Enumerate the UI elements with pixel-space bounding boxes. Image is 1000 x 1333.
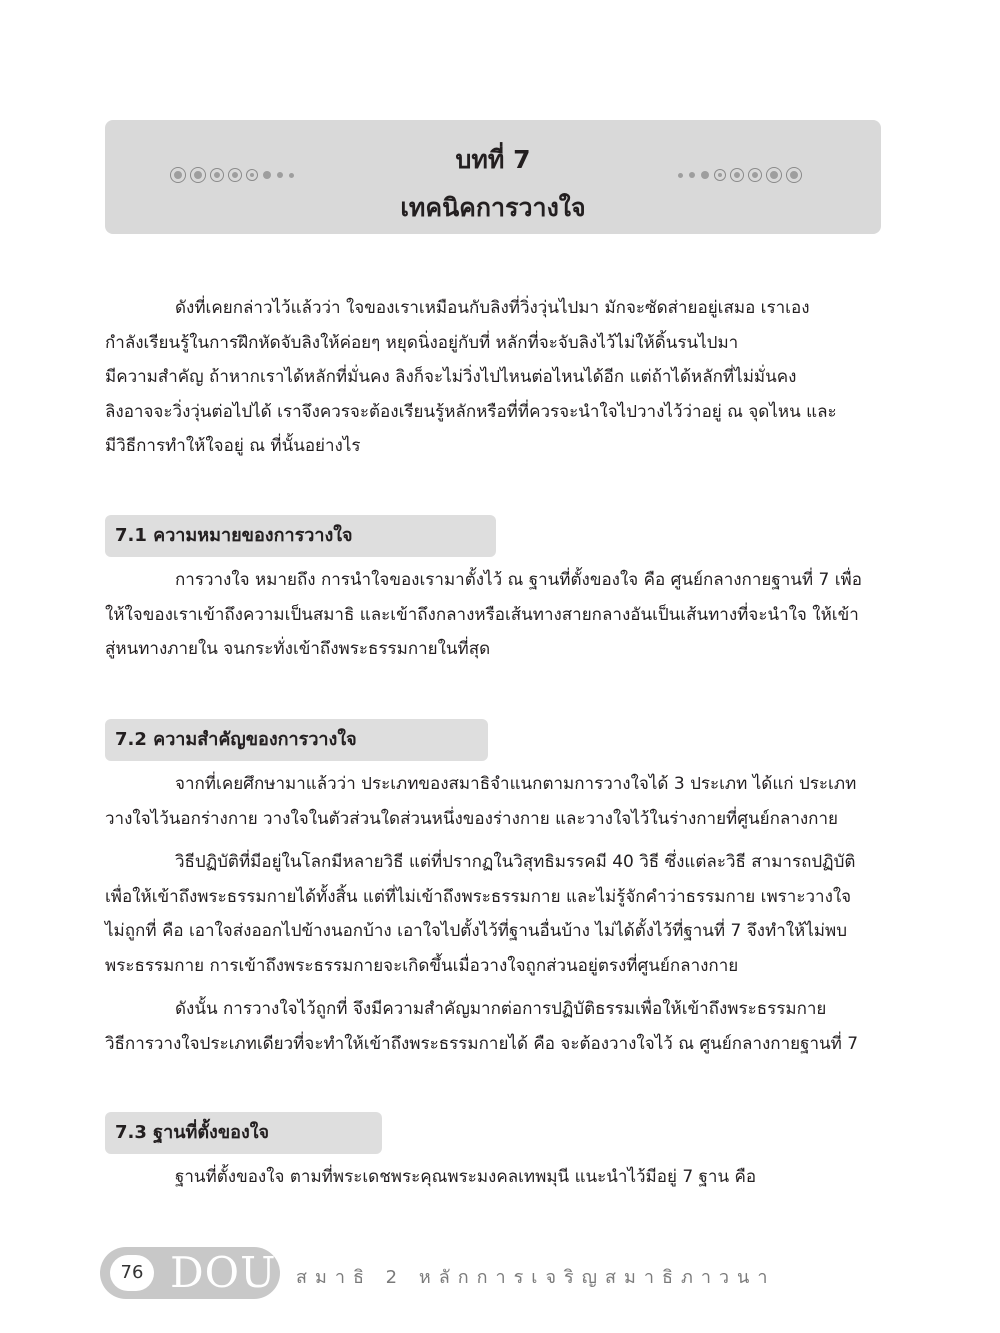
text-line: กำลังเรียนรู้ในการฝึกหัดจับลิงให้ค่อยๆ หยุดนิ่งอยู่กับที่ หลักที่จะจับลิงไว้ไม่ให้ดิ้นรนไปมา — [105, 332, 739, 353]
dot-icon — [701, 171, 709, 179]
book-title: สมาธิ 2 หลักการเจริญสมาธิภาวนา — [296, 1267, 776, 1288]
section-7-1-paragraph — [105, 563, 881, 667]
text-line: สู่หนทางภายใน จนกระทั่งเข้าถึงพระธรรมกายในที่สุด — [105, 639, 491, 659]
text-line: ดังนั้น การวางใจไว้ถูกที่ จึงมีความสำคัญมากต่อการปฏิบัติธรรมเพื่อให้เข้าถึงพระธรรมกาย — [175, 999, 827, 1019]
intro-paragraph — [105, 291, 881, 464]
text-line: ฐานที่ตั้งของใจ ตามที่พระเดชพระคุณพระมงคลเทพมุนี แนะนำไว้มีอยู่ 7 ฐาน คือ — [175, 1167, 757, 1187]
dot-icon — [767, 168, 781, 182]
text-line: วิธีปฏิบัติที่มีอยู่ในโลกมีหลายวิธี แต่ที่ปรากฏในวิสุทธิมรรคมี 40 วิธี ซึ่งแต่ละวิธี สามารถปฏิบัติ — [175, 852, 856, 872]
section-heading-7-1: 7.1 ความหมายของการวางใจ — [105, 515, 496, 557]
text-line: การวางใจ หมายถึง การนำใจของเรามาตั้งไว้ ณ ฐานที่ตั้งของใจ คือ ศูนย์กลางกายฐานที่ 7 เพื่อ — [175, 570, 862, 590]
section-7-2-paragraph-1 — [105, 767, 881, 836]
text-line: วิธีการวางใจประเภทเดียวที่จะทำให้เข้าถึงพระธรรมกายได้ คือ จะต้องวางใจไว้ ณ ศูนย์กลางกายฐานที่ 7 — [105, 1033, 859, 1054]
text-line: มีวิธีการทำให้ใจอยู่ ณ ที่นั้นอย่างไร — [105, 436, 361, 456]
chapter-title: เทคนิคการวางใจ — [400, 193, 586, 222]
text-line: พระธรรมกาย การเข้าถึงพระธรรมกายจะเกิดขึ้นเมื่อวางใจถูกส่วนอยู่ตรงที่ศูนย์กลางกาย — [105, 955, 739, 976]
section-7-2-paragraph-2 — [105, 845, 881, 983]
section-7-2-paragraph-3 — [105, 992, 881, 1061]
dou-logo: DOU — [170, 1248, 277, 1297]
dot-icon — [678, 173, 683, 178]
text-line: เพื่อให้เข้าถึงพระธรรมกายได้ทั้งสิ้น แต่ที่ไม่เข้าถึงพระธรรมกาย และไม่รู้จักคำว่าธรรมกาย เพราะวางใจ — [105, 886, 852, 907]
dot-icon — [787, 168, 801, 182]
text-line: ลิงอาจจะวิ่งวุ่นต่อไปได้ เราจึงควรจะต้องเรียนรู้หลักหรือที่ที่ควรจะนำใจไปวางไว้ว่าอยู่ ณ จุดไหน และ — [105, 401, 837, 422]
chapter-number: บทที่ 7 — [455, 145, 531, 174]
dot-icon — [715, 170, 725, 180]
section-7-3-paragraph — [105, 1160, 881, 1195]
text-line: มีความสำคัญ ถ้าหากเราได้หลักที่มั่นคง ลิงก็จะไม่วิ่งไปไหนต่อไหนได้อีก แต่ถ้าได้หลักที่ไม่มั่นคง — [105, 367, 797, 387]
section-heading-7-3: 7.3 ฐานที่ตั้งของใจ — [105, 1112, 382, 1154]
text-line: ให้ใจของเราเข้าถึงความเป็นสมาธิ และเข้าถึงกลางหรือเส้นทางสายกลางอันเป็นเส้นทางที่จะนำใจ ให้เข้า — [105, 604, 859, 625]
chapter-header-box — [105, 120, 881, 234]
decorative-dots-right — [678, 168, 801, 182]
dot-icon — [749, 169, 761, 181]
text-line: ไม่ถูกที่ คือ เอาใจส่งออกไปข้างนอกบ้าง เอาใจไปตั้งไว้ที่ฐานอื่นบ้าง ไม่ได้ตั้งไว้ที่ฐานที่ 7 จึงทำให้ไม่พบ — [105, 921, 847, 941]
section-heading-7-2: 7.2 ความสำคัญของการวางใจ — [105, 719, 488, 761]
dot-icon — [731, 169, 743, 181]
text-line: จากที่เคยศึกษามาแล้วว่า ประเภทของสมาธิจำแนกตามการวางใจได้ 3 ประเภท ได้แก่ ประเภท — [175, 774, 857, 794]
footer-tab — [100, 1247, 280, 1299]
text-line: วางใจไว้นอกร่างกาย วางใจในตัวส่วนใดส่วนหนึ่งของร่างกาย และวางใจไว้ในร่างกายที่ศูนย์กลางกาย — [105, 808, 838, 829]
dot-icon — [689, 172, 695, 178]
page-number: 76 — [110, 1255, 154, 1291]
text-line: ดังที่เคยกล่าวไว้แล้วว่า ใจของเราเหมือนกับลิงที่วิ่งวุ่นไปมา มักจะซัดส่ายอยู่เสมอ เราเอง — [175, 298, 810, 318]
